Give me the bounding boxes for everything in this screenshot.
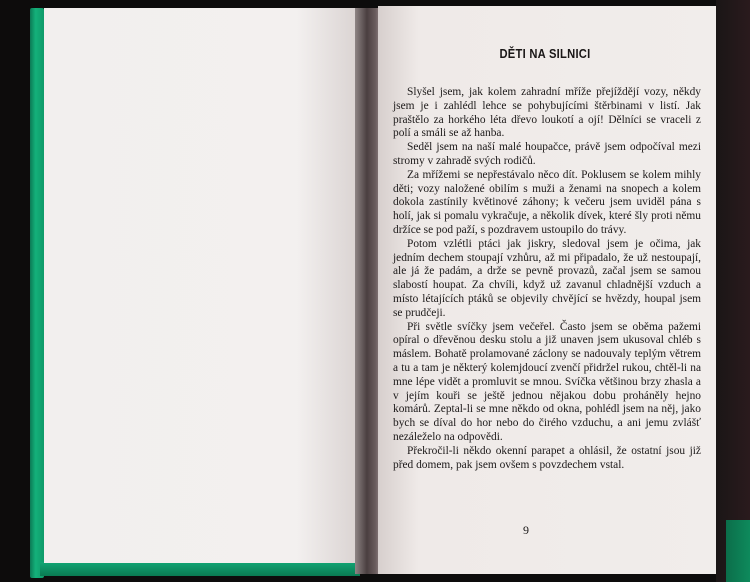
paragraph: Za mřížemi se nepřestávalo něco dít. Poklusem se kolem mihly děti; vozy naložené obilím s muži a ženami na snopech a kolem dokola zastínily květinové záhony; k večeru jsem uviděl pána s holí, jak si pomalu vykračuje, a několik dívek, které šly proti němu držíce se pod paží, s pozdravem ustoupilo do trávy. <box>393 168 701 236</box>
paragraph: Slyšel jsem, jak kolem zahradní mříže přejíždějí vozy, někdy jsem je i zahlédl lehce se pohybujícími štěrbinami v listí. Jak praštělo za horkého léta dřevo loukotí a ojí! Dělníci se vraceli z polí a smáli se až hanba. <box>393 86 701 140</box>
paragraph: Překročil-li někdo okenní parapet a ohlásil, že ostatní jsou již před domem, pak jsem ovšem s povzdechem vstal. <box>393 444 701 471</box>
paragraph: Při světle svíčky jsem večeřel. Často jsem se oběma pažemi opíral o dřevěnou desku stolu a již unaven jsem ukusoval chléb s máslem. Bohatě prolamované záclony se nadouvaly teplým větrem a tu a tam je některý kolemjdoucí zvenčí přidržel rukou, chtěl-li na mne lépe vidět a promluvit se mnou. Svíčka většinou brzy zhasla a v jejím kouři se ještě jednou nějakou dobu proháněly hejno komárů. Zeptal-li se mne někdo od okna, pohlédl jsem na něj, jako bych se díval do hor nebo do čirého vzduchu, a ani jemu zvlášť nezáleželo na odpovědi. <box>393 320 701 443</box>
body-text <box>393 86 701 472</box>
book-cover-edge-bottom <box>40 562 360 576</box>
paragraph: Potom vzlétli ptáci jak jiskry, sledoval jsem je očima, jak jedním dechem stoupají vzhůru, až mi připadalo, že už nestoupají, ale já že padám, a drže se pevně provazů, začal jsem se samou slabostí houpat. Za chvíli, když už zavanul chladnější vzduch a místo létajících ptáků se objevily chvějící se hvězdy, houpal jsem se prudčeji. <box>393 237 701 319</box>
scan-background-right <box>716 0 750 582</box>
paragraph: Seděl jsem na naší malé houpačce, právě jsem odpočíval mezi stromy v zahradě svých rodičů. <box>393 141 701 167</box>
book-cover-corner-right <box>726 520 750 582</box>
chapter-title: DĚTI NA SILNICI <box>499 46 591 61</box>
blank-left-page <box>44 8 360 563</box>
page-number: 9 <box>523 523 529 537</box>
book-cover-edge-left <box>30 8 44 578</box>
